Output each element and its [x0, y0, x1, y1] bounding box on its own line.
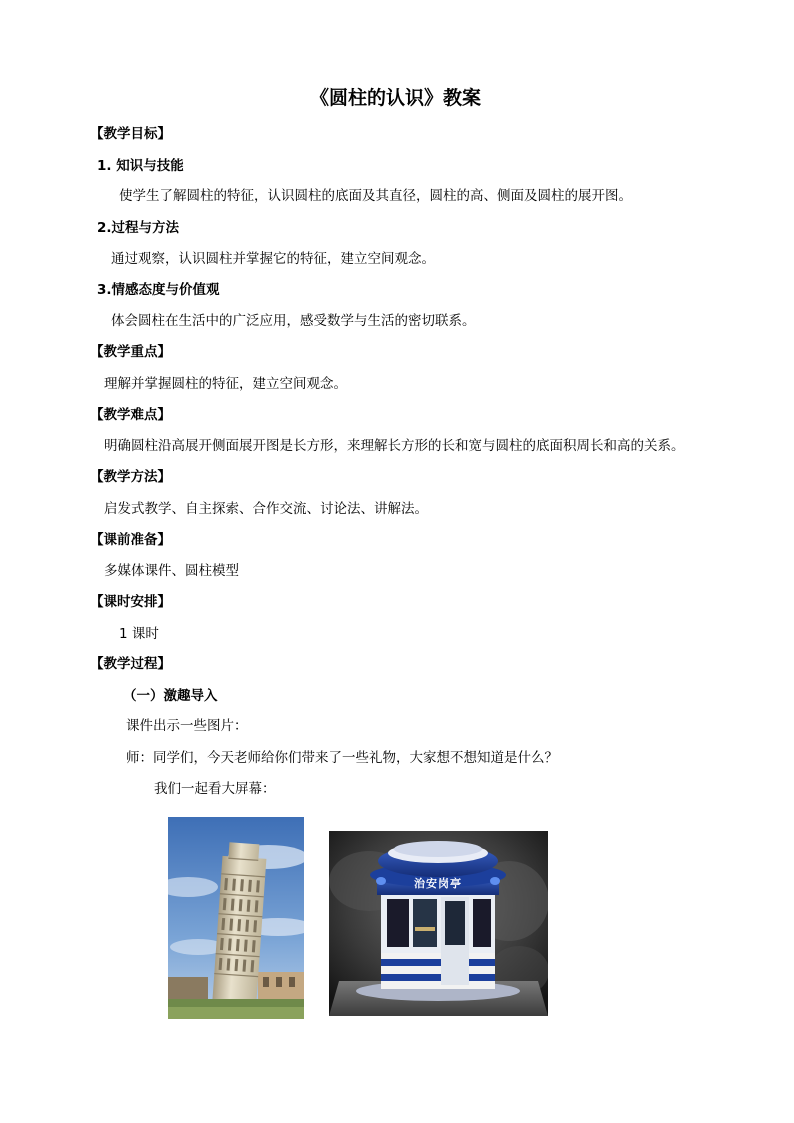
- police-kiosk-image: [329, 831, 548, 1016]
- teaching-process-heading: 【教学过程】: [90, 656, 171, 672]
- knowledge-text: 使学生了解圆柱的特征，认识圆柱的底面及其直径，圆柱的高、侧面及圆柱的展开图。: [119, 188, 632, 204]
- section-intro-heading: （一）激趣导入: [123, 688, 218, 704]
- process-line-2: 师：同学们，今天老师给你们带来了一些礼物，大家想不想知道是什么？: [126, 750, 558, 766]
- methods-heading: 【教学方法】: [90, 469, 171, 485]
- knowledge-heading: 1. 知识与技能: [97, 158, 184, 174]
- preparation-text: 多媒体课件、圆柱模型: [104, 563, 239, 579]
- kiosk-sign-label: 治安岗亭: [414, 877, 462, 890]
- process-method-heading: 2.过程与方法: [97, 220, 180, 236]
- page-title: 《圆柱的认识》教案: [310, 87, 482, 109]
- methods-text: 启发式教学、自主探索、合作交流、讨论法、讲解法。: [104, 501, 428, 517]
- schedule-heading: 【课时安排】: [90, 594, 171, 610]
- difficulties-heading: 【教学难点】: [90, 407, 171, 423]
- difficulties-text: 明确圆柱沿高展开侧面展开图是长方形，来理解长方形的长和宽与圆柱的底面积周长和高的关系。: [104, 438, 685, 454]
- attitude-text: 体会圆柱在生活中的广泛应用，感受数学与生活的密切联系。: [111, 313, 476, 329]
- attitude-heading: 3.情感态度与价值观: [97, 282, 220, 298]
- key-points-heading: 【教学重点】: [90, 344, 171, 360]
- leaning-tower-image: [168, 817, 304, 1019]
- process-line-1: 课件出示一些图片：: [126, 718, 248, 734]
- objectives-heading: 【教学目标】: [90, 126, 171, 142]
- schedule-text: 1 课时: [119, 626, 159, 642]
- process-line-3: 我们一起看大屏幕：: [154, 781, 276, 797]
- preparation-heading: 【课前准备】: [90, 532, 171, 548]
- process-method-text: 通过观察，认识圆柱并掌握它的特征，建立空间观念。: [111, 251, 435, 267]
- key-points-text: 理解并掌握圆柱的特征，建立空间观念。: [104, 376, 347, 392]
